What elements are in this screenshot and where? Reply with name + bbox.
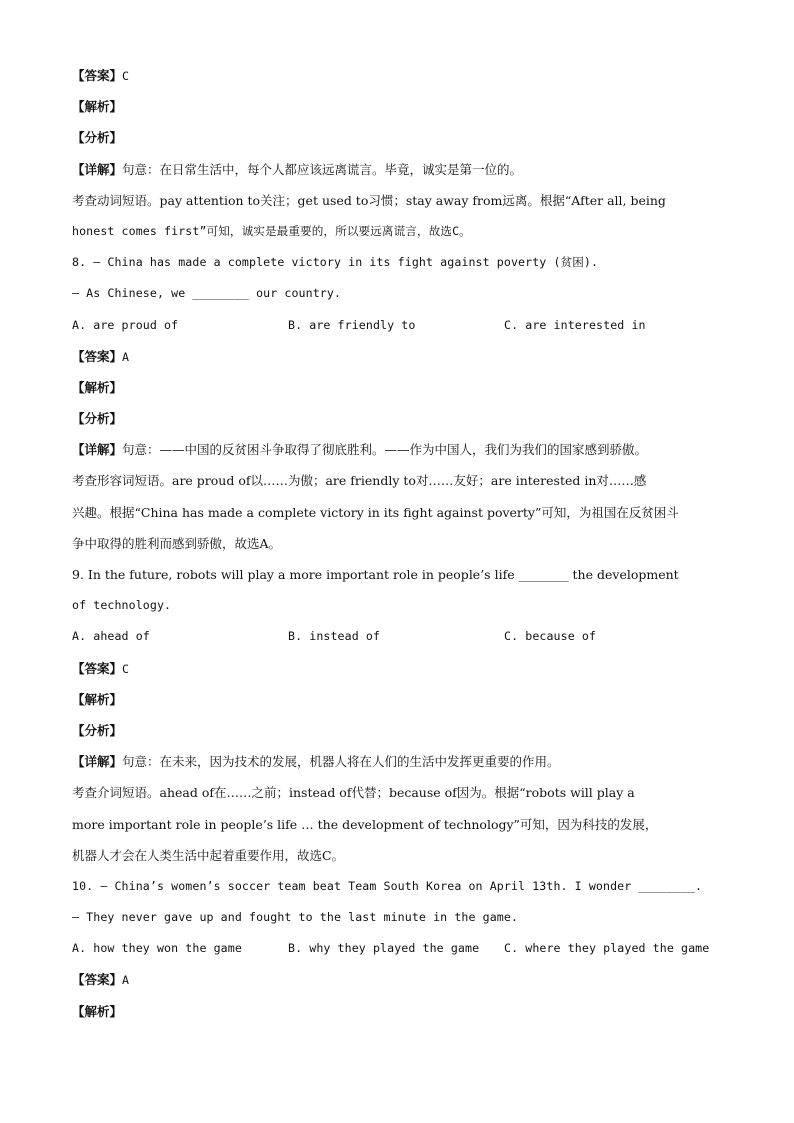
fenxi-tag: 【分析】 (72, 130, 123, 146)
option-b: B. instead of (288, 629, 381, 644)
q9-fenxi-line (72, 715, 732, 746)
analysis-tag: 【解析】 (72, 379, 123, 395)
q7-fenxi-line (72, 122, 732, 153)
option-b: B. why they played the game (288, 941, 480, 956)
option-a: A. ahead of (72, 629, 150, 644)
detail-text: 句意：在日常生活中，每个人都应该远离谎言。毕竟，诚实是第一位的。 (122, 161, 523, 177)
q8-options (72, 310, 732, 341)
option-b: B. are friendly to (288, 317, 416, 332)
answer-tag: 【答案】 (72, 660, 123, 676)
q9-explain-line-1: 考查介词短语。ahead of在……之前；instead of代替；because of因为。根据“robots will play a (72, 785, 635, 801)
option-a: A. how they won the game (72, 941, 242, 956)
answer-tag: 【答案】 (72, 972, 123, 988)
answer-value: C (122, 69, 130, 83)
q10-options (72, 933, 732, 964)
q9-answer-line (72, 653, 732, 684)
q10-stem-line-1: 10. — China’s women’s soccer team beat Team South Korea on April 13th. I wonder ________. (72, 878, 703, 893)
q7-detail-line (72, 154, 732, 185)
option-c: C. because of (504, 629, 597, 644)
answer-tag: 【答案】 (72, 68, 123, 83)
q10-answer-line (72, 964, 732, 995)
q9-stem-line-1: 9. In the future, robots will play a more important role in people’s life ________ the development (72, 567, 679, 582)
detail-tag: 【详解】 (72, 442, 123, 458)
analysis-tag: 【解析】 (72, 691, 123, 707)
fenxi-tag: 【分析】 (72, 722, 123, 738)
q8-explain-line-3: 争中取得的胜利而感到骄傲，故选A。 (72, 535, 282, 551)
answer-value: C (122, 661, 130, 676)
option-a: A. are proud of (72, 317, 179, 332)
option-c: C. are interested in (504, 317, 646, 332)
q9-options (72, 621, 732, 652)
detail-tag: 【详解】 (72, 754, 123, 770)
analysis-tag: 【解析】 (72, 1003, 123, 1019)
answer-value: A (122, 973, 130, 988)
q8-explain-line-1: 考查形容词短语。are proud of以……为傲；are friendly to对……友好；are interested in对……感 (72, 473, 647, 489)
q7-explain-line-1: 考查动词短语。pay attention to关注；get used to习惯；stay away from远离。根据“After all, being (72, 192, 666, 208)
answer-value: A (122, 349, 130, 364)
analysis-tag: 【解析】 (72, 99, 123, 115)
q8-stem-line-2: — As Chinese, we ________ our country. (72, 286, 342, 301)
q8-fenxi-line (72, 403, 732, 434)
option-c: C. where they played the game (504, 941, 710, 956)
document-page (72, 60, 732, 1027)
fenxi-tag: 【分析】 (72, 411, 123, 427)
q9-detail-line (72, 746, 732, 777)
q9-explain-line-3: 机器人才会在人类生活中起着重要作用，故选C。 (72, 847, 345, 863)
q8-detail-line (72, 434, 732, 465)
answer-tag: 【答案】 (72, 348, 123, 364)
q9-explain-line-2: more important role in people’s life … the development of technology”可知，因为科技的发展， (72, 816, 658, 832)
q9-analysis-line (72, 684, 732, 715)
q8-stem-line-1: 8. — China has made a complete victory in its fight against poverty (贫困). (72, 255, 599, 270)
q8-analysis-line (72, 372, 732, 403)
q8-explain-line-2: 兴趣。根据“China has made a complete victory in its fight against poverty”可知，为祖国在反贫困斗 (72, 504, 679, 520)
q9-stem-line-2: of technology. (72, 598, 172, 613)
q7-explain-line-2: honest comes first”可知，诚实是最重要的，所以要远离谎言，故选C。 (72, 223, 471, 238)
detail-text: 句意：——中国的反贫困斗争取得了彻底胜利。——作为中国人，我们为我们的国家感到骄傲。 (122, 442, 648, 458)
q7-analysis-line (72, 91, 732, 122)
q10-analysis-line (72, 996, 732, 1027)
detail-text: 句意：在未来，因为技术的发展，机器人将在人们的生活中发挥更重要的作用。 (122, 754, 560, 770)
q7-answer-line (72, 60, 732, 91)
q10-stem-line-2: — They never gave up and fought to the last minute in the game. (72, 910, 519, 925)
detail-tag: 【详解】 (72, 161, 123, 177)
q8-answer-line (72, 341, 732, 372)
